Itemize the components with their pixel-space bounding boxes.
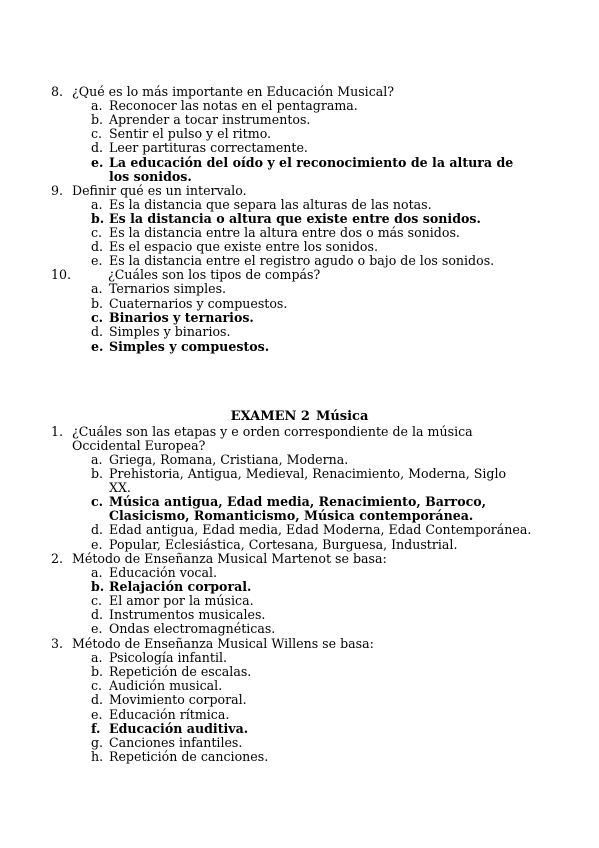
option-letter: c. (91, 310, 104, 325)
question-text: Método de Enseñanza Musical Martenot se basa: (72, 551, 387, 566)
option-text: Simples y compuestos. (109, 339, 270, 354)
option-text: Es la distancia o altura que existe entre dos sonidos. (109, 211, 481, 226)
option-text: La educación del oído y el reconocimiento de la altura de (109, 155, 514, 170)
option-text: Es la distancia entre la altura entre dos o más sonidos. (109, 225, 460, 240)
option-text: Es la distancia entre el registro agudo o bajo de los sonidos. (109, 253, 495, 268)
option-letter: e. (91, 537, 103, 552)
option-letter: g. (91, 735, 104, 750)
option-text: Audición musical. (109, 678, 223, 693)
option-letter: b. (91, 112, 104, 127)
option-letter: d. (91, 140, 104, 155)
option-text: Educación vocal. (109, 565, 217, 580)
option-letter: c. (91, 126, 103, 141)
option-text: Simples y binarios. (109, 324, 231, 339)
option-letter: b. (91, 296, 104, 311)
option-text: Es la distancia que separa las alturas de las notas. (109, 197, 432, 212)
question-text: Método de Enseñanza Musical Willens se basa: (72, 636, 374, 651)
option-letter: e. (91, 707, 103, 722)
option-text: Canciones infantiles. (109, 735, 243, 750)
question-text: Definir qué es un intervalo. (72, 183, 247, 198)
option-letter: c. (91, 225, 103, 240)
option-text: Repetición de canciones. (109, 749, 269, 764)
option-letter: e. (91, 253, 103, 268)
option-letter: e. (91, 621, 103, 636)
exam-title (0, 410, 599, 424)
option-letter: h. (91, 749, 104, 764)
option-letter: c. (91, 494, 104, 509)
option-text: Binarios y ternarios. (109, 310, 254, 325)
option-text: Griega, Romana, Cristiana, Moderna. (109, 452, 349, 467)
option-text: Psicología infantil. (109, 650, 228, 665)
option-text: Edad antigua, Edad media, Edad Moderna, Edad Contemporánea. (109, 522, 532, 537)
option-text: Educación auditiva. (109, 721, 249, 736)
option-letter: a. (91, 281, 103, 296)
option-text: Relajación corporal. (109, 579, 252, 594)
question-text-continued: Occidental Europea? (72, 438, 206, 453)
option-letter: b. (91, 664, 104, 679)
option-text: Instrumentos musicales. (109, 607, 266, 622)
option-letter: c. (91, 593, 103, 608)
question-number: 1. (51, 424, 64, 439)
option-letter: e. (91, 155, 104, 170)
option-text: Leer partituras correctamente. (109, 140, 308, 155)
question-text: ¿Qué es lo más importante en Educación Musical? (72, 84, 395, 99)
question-text: ¿Cuáles son los tipos de compás? (108, 267, 321, 282)
option-text: Reconocer las notas en el pentagrama. (109, 98, 358, 113)
option-letter: a. (91, 197, 103, 212)
exam-title-main: EXAMEN 2 (230, 409, 310, 424)
option-letter: f. (91, 721, 101, 736)
option-letter: d. (91, 692, 104, 707)
option-text-continued: los sonidos. (109, 169, 192, 184)
option-letter: c. (91, 678, 103, 693)
option-letter: d. (91, 324, 104, 339)
option-text: Ondas electromagnéticas. (109, 621, 276, 636)
question-number: 9. (51, 183, 64, 198)
question-number: 10. (51, 267, 72, 282)
option-text: Es el espacio que existe entre los sonidos. (109, 239, 378, 254)
option-text: Prehistoria, Antigua, Medieval, Renacimiento, Moderna, Siglo (109, 466, 507, 481)
option-text: El amor por la música. (109, 593, 254, 608)
option-text-continued: XX. (109, 480, 131, 495)
option-letter: b. (91, 466, 104, 481)
option-text: Educación rítmica. (109, 707, 230, 722)
question-text: ¿Cuáles son las etapas y e orden correspondiente de la música (72, 424, 473, 439)
option-text: Aprender a tocar instrumentos. (109, 112, 311, 127)
option-text-continued: Clasicismo, Romanticismo, Música contemporánea. (109, 508, 474, 523)
option-letter: a. (91, 452, 103, 467)
option-letter: e. (91, 339, 104, 354)
question-number: 8. (51, 84, 64, 99)
option-letter: a. (91, 650, 103, 665)
option-letter: a. (91, 565, 103, 580)
exam-title-sub: Música (315, 409, 369, 424)
option-letter: d. (91, 239, 104, 254)
question-number: 2. (51, 551, 64, 566)
question-number: 3. (51, 636, 64, 651)
option-text: Sentir el pulso y el ritmo. (109, 126, 272, 141)
option-letter: d. (91, 522, 104, 537)
option-text: Popular, Eclesiástica, Cortesana, Burguesa, Industrial. (109, 537, 458, 552)
option-text: Movimiento corporal. (109, 692, 247, 707)
option-letter: b. (91, 211, 105, 226)
option-text: Cuaternarios y compuestos. (109, 296, 288, 311)
option-text: Música antigua, Edad media, Renacimiento, Barroco, (109, 494, 487, 509)
option-text: Repetición de escalas. (109, 664, 252, 679)
option-letter: a. (91, 98, 103, 113)
option-text: Ternarios simples. (109, 281, 227, 296)
option-letter: b. (91, 579, 105, 594)
option-letter: d. (91, 607, 104, 622)
